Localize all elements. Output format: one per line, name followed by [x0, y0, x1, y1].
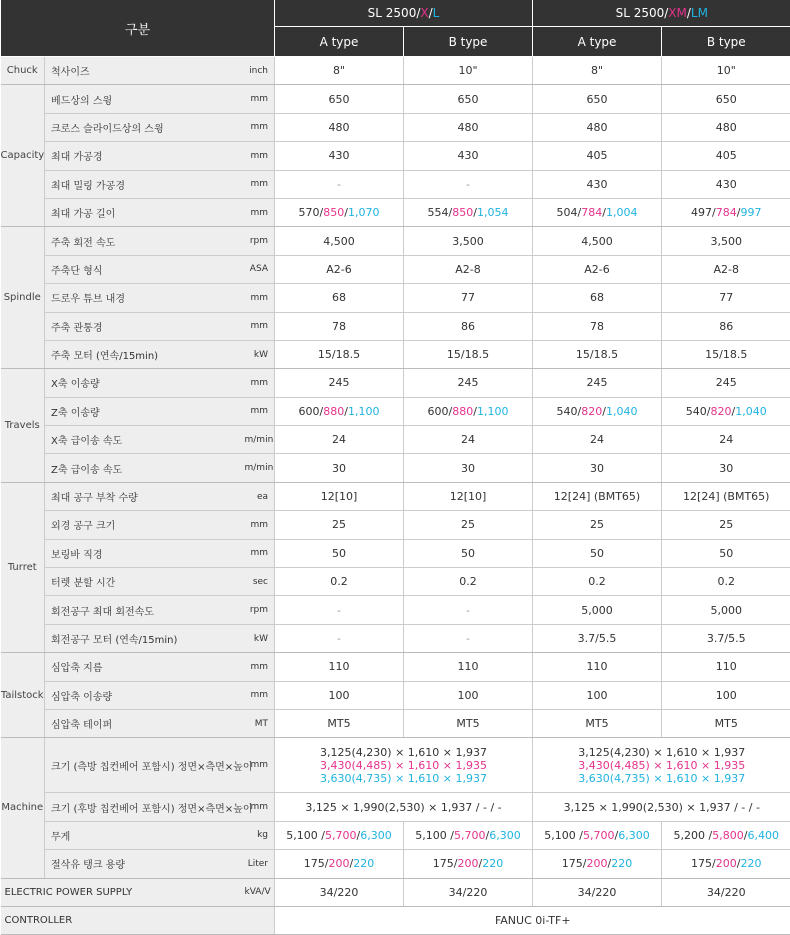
table-row	[1, 369, 790, 397]
spec-value: 3,500	[662, 227, 790, 255]
spec-value: A2-6	[533, 255, 662, 283]
table-row	[1, 624, 790, 652]
spec-value: MT5	[404, 709, 533, 737]
spec-value: 78	[275, 312, 404, 340]
table-row	[1, 397, 790, 425]
category-controller: CONTROLLER	[1, 906, 275, 934]
spec-value: 650	[662, 85, 790, 113]
spec-value: 430	[275, 142, 404, 170]
spec-name: 보링바 직경	[45, 539, 245, 567]
spec-value: 5,000	[662, 596, 790, 624]
category-chuck: Chuck	[1, 57, 45, 85]
spec-unit: inch	[245, 57, 275, 85]
spec-unit: mm	[245, 170, 275, 198]
spec-value: 3.7/5.5	[533, 624, 662, 652]
spec-value: 24	[275, 426, 404, 454]
spec-value: 30	[275, 454, 404, 482]
spec-name: 크기 (후방 칩컨베어 포함시) 정면×측면×높이	[45, 793, 245, 821]
spec-unit: m/min	[245, 426, 275, 454]
spec-name: 주축 관통경	[45, 312, 245, 340]
spec-unit: rpm	[245, 227, 275, 255]
spec-value: 12[24] (BMT65)	[533, 482, 662, 510]
spec-value: 30	[662, 454, 790, 482]
spec-value: 34/220	[662, 878, 790, 906]
spec-value: 110	[533, 653, 662, 681]
table-row	[1, 426, 790, 454]
header-type: A type	[533, 27, 662, 57]
spec-value: 600/880/1,100	[275, 397, 404, 425]
category-capacity: Capacity	[1, 85, 45, 227]
spec-value: 0.2	[533, 568, 662, 596]
spec-value: 86	[404, 312, 533, 340]
spec-unit: mm	[245, 511, 275, 539]
spec-name: 최대 가공 길이	[45, 198, 245, 226]
spec-value: 0.2	[662, 568, 790, 596]
spec-value: 480	[533, 113, 662, 141]
spec-value: 24	[533, 426, 662, 454]
spec-value: -	[275, 596, 404, 624]
spec-name: 주축 회전 속도	[45, 227, 245, 255]
spec-value: 650	[404, 85, 533, 113]
spec-value: 245	[662, 369, 790, 397]
spec-unit: kW	[245, 340, 275, 368]
spec-name: 심압축 테이퍼	[45, 709, 245, 737]
spec-value: 8"	[533, 57, 662, 85]
spec-name: 최대 밀링 가공경	[45, 170, 245, 198]
spec-value: -	[404, 170, 533, 198]
table-row	[1, 709, 790, 737]
spec-value: 540/820/1,040	[533, 397, 662, 425]
spec-unit: sec	[245, 568, 275, 596]
spec-value: 10"	[404, 57, 533, 85]
spec-value: 480	[404, 113, 533, 141]
header-type: B type	[404, 27, 533, 57]
spec-value: 10"	[662, 57, 790, 85]
category-machine: Machine	[1, 738, 45, 878]
spec-unit: ea	[245, 482, 275, 510]
spec-value: 30	[404, 454, 533, 482]
spec-value: 430	[662, 170, 790, 198]
spec-value: 24	[662, 426, 790, 454]
spec-value: 600/880/1,100	[404, 397, 533, 425]
spec-unit: kg	[245, 821, 275, 849]
table-row	[1, 170, 790, 198]
spec-unit: mm	[245, 198, 275, 226]
spec-value: 405	[662, 142, 790, 170]
spec-name: 크로스 슬라이드상의 스윙	[45, 113, 245, 141]
spec-unit: Liter	[245, 850, 275, 878]
spec-value: 100	[533, 681, 662, 709]
spec-value: MT5	[275, 709, 404, 737]
spec-value: 430	[404, 142, 533, 170]
spec-value: 5,100 /5,700/6,300	[533, 821, 662, 849]
spec-name: 최대 공구 부착 수량	[45, 482, 245, 510]
spec-name: 무게	[45, 821, 245, 849]
table-row	[1, 653, 790, 681]
spec-value: 24	[404, 426, 533, 454]
spec-value: 86	[662, 312, 790, 340]
spec-value: 34/220	[533, 878, 662, 906]
spec-value: A2-8	[662, 255, 790, 283]
spec-value: 245	[404, 369, 533, 397]
spec-name: 드로우 튜브 내경	[45, 284, 245, 312]
spec-value: 50	[662, 539, 790, 567]
spec-value: 3,125 × 1,990(2,530) × 1,937 / - / -	[275, 793, 533, 821]
spec-name: X축 급이송 속도	[45, 426, 245, 454]
spec-value: 3.7/5.5	[662, 624, 790, 652]
spec-value: 0.2	[404, 568, 533, 596]
table-row	[1, 850, 790, 878]
spec-value: 15/18.5	[533, 340, 662, 368]
spec-value: 100	[275, 681, 404, 709]
table-row	[1, 821, 790, 849]
spec-value: 3,125(4,230) × 1,610 × 1,937 3,430(4,485) × 1,610 × 1,935 3,630(4,735) × 1,610 × 1,937	[275, 738, 533, 793]
spec-unit: mm	[245, 653, 275, 681]
spec-value: 570/850/1,070	[275, 198, 404, 226]
spec-value: 480	[662, 113, 790, 141]
spec-unit: mm	[245, 113, 275, 141]
table-row	[1, 85, 790, 113]
spec-value: FANUC 0i-TF+	[275, 906, 790, 934]
spec-unit: rpm	[245, 596, 275, 624]
spec-value: -	[275, 624, 404, 652]
header-gubun: 구분	[1, 0, 275, 57]
spec-value: 8"	[275, 57, 404, 85]
spec-unit: ASA	[245, 255, 275, 283]
spec-value: 12[10]	[404, 482, 533, 510]
spec-value: 554/850/1,054	[404, 198, 533, 226]
spec-name: 주축단 형식	[45, 255, 245, 283]
spec-value: 245	[275, 369, 404, 397]
spec-name: Z축 이송량	[45, 397, 245, 425]
table-row	[1, 113, 790, 141]
table-row	[1, 511, 790, 539]
spec-value: A2-8	[404, 255, 533, 283]
spec-value: 50	[533, 539, 662, 567]
table-row	[1, 312, 790, 340]
spec-name: 심압축 지름	[45, 653, 245, 681]
table-row	[1, 482, 790, 510]
header-type: B type	[662, 27, 790, 57]
category-travels: Travels	[1, 369, 45, 483]
spec-value: 650	[533, 85, 662, 113]
spec-value: 3,125 × 1,990(2,530) × 1,937 / - / -	[533, 793, 790, 821]
table-row	[1, 539, 790, 567]
header-type: A type	[275, 27, 404, 57]
spec-value: 15/18.5	[404, 340, 533, 368]
spec-value: 12[24] (BMT65)	[662, 482, 790, 510]
header-model-1: SL 2500/X/L	[275, 0, 533, 27]
spec-unit: mm	[245, 142, 275, 170]
table-row	[1, 454, 790, 482]
spec-name: 척사이즈	[45, 57, 245, 85]
spec-value: 497/784/997	[662, 198, 790, 226]
spec-unit: MT	[245, 709, 275, 737]
spec-value: 12[10]	[275, 482, 404, 510]
spec-value: -	[404, 624, 533, 652]
spec-value: 3,500	[404, 227, 533, 255]
spec-value: 5,100 /5,700/6,300	[404, 821, 533, 849]
spec-unit: mm	[245, 85, 275, 113]
table-row	[1, 793, 790, 821]
category-tailstock: Tailstock	[1, 653, 45, 738]
header-model-2: SL 2500/XM/LM	[533, 0, 790, 27]
spec-unit: mm	[245, 738, 275, 793]
spec-name: 터렛 분할 시간	[45, 568, 245, 596]
spec-value: 100	[404, 681, 533, 709]
spec-value: 5,200 /5,800/6,400	[662, 821, 790, 849]
spec-name: 외경 공구 크기	[45, 511, 245, 539]
table-row	[1, 340, 790, 368]
spec-value: 68	[533, 284, 662, 312]
spec-value: 110	[662, 653, 790, 681]
category-spindle: Spindle	[1, 227, 45, 369]
table-row	[1, 568, 790, 596]
spec-value: 175/200/220	[662, 850, 790, 878]
spec-value: 480	[275, 113, 404, 141]
table-row	[1, 198, 790, 226]
spec-value: 175/200/220	[404, 850, 533, 878]
table-row	[1, 878, 790, 906]
spec-value: 68	[275, 284, 404, 312]
spec-value: 4,500	[533, 227, 662, 255]
spec-value: 650	[275, 85, 404, 113]
spec-value: 504/784/1,004	[533, 198, 662, 226]
spec-value: A2-6	[275, 255, 404, 283]
spec-value: 540/820/1,040	[662, 397, 790, 425]
spec-unit: mm	[245, 681, 275, 709]
table-row	[1, 681, 790, 709]
spec-value: 34/220	[404, 878, 533, 906]
spec-value: 110	[275, 653, 404, 681]
spec-value: -	[404, 596, 533, 624]
spec-value: 3,125(4,230) × 1,610 × 1,937 3,430(4,485) × 1,610 × 1,935 3,630(4,735) × 1,610 × 1,937	[533, 738, 790, 793]
table-row	[1, 255, 790, 283]
spec-value: 175/200/220	[533, 850, 662, 878]
table-row	[1, 738, 790, 793]
spec-value: 5,000	[533, 596, 662, 624]
spec-name: 회전공구 모터 (연속/15min)	[45, 624, 245, 652]
spec-name: X축 이송량	[45, 369, 245, 397]
spec-value: 25	[533, 511, 662, 539]
spec-unit: mm	[245, 793, 275, 821]
spec-name: 절삭유 탱크 용량	[45, 850, 245, 878]
table-row	[1, 142, 790, 170]
category-turret: Turret	[1, 482, 45, 652]
spec-unit: mm	[245, 369, 275, 397]
spec-name: 최대 가공경	[45, 142, 245, 170]
spec-value: 30	[533, 454, 662, 482]
spec-value: 175/200/220	[275, 850, 404, 878]
spec-unit: kVA/V	[245, 878, 275, 906]
spec-value: 4,500	[275, 227, 404, 255]
spec-name: 심압축 이송량	[45, 681, 245, 709]
spec-unit: mm	[245, 397, 275, 425]
spec-value: 50	[275, 539, 404, 567]
spec-unit: mm	[245, 312, 275, 340]
table-row	[1, 57, 790, 85]
spec-value: 405	[533, 142, 662, 170]
spec-name: 베드상의 스윙	[45, 85, 245, 113]
spec-value: 110	[404, 653, 533, 681]
spec-value: 15/18.5	[275, 340, 404, 368]
spec-name: 주축 모터 (연속/15min)	[45, 340, 245, 368]
spec-name: 크기 (측방 칩컨베어 포함시) 정면×측면×높이	[45, 738, 245, 793]
spec-value: MT5	[662, 709, 790, 737]
spec-unit: kW	[245, 624, 275, 652]
spec-value: 0.2	[275, 568, 404, 596]
spec-value: 77	[404, 284, 533, 312]
spec-value: 5,100 /5,700/6,300	[275, 821, 404, 849]
spec-name: Z축 급이송 속도	[45, 454, 245, 482]
spec-value: 25	[404, 511, 533, 539]
spec-unit: mm	[245, 539, 275, 567]
spec-value: 34/220	[275, 878, 404, 906]
spec-value: MT5	[533, 709, 662, 737]
spec-value: 430	[533, 170, 662, 198]
spec-value: -	[275, 170, 404, 198]
category-power: ELECTRIC POWER SUPPLY	[1, 878, 245, 906]
spec-name: 회전공구 최대 회전속도	[45, 596, 245, 624]
spec-value: 15/18.5	[662, 340, 790, 368]
spec-value: 25	[275, 511, 404, 539]
spec-value: 78	[533, 312, 662, 340]
spec-value: 77	[662, 284, 790, 312]
table-row	[1, 284, 790, 312]
spec-value: 50	[404, 539, 533, 567]
spec-unit: m/min	[245, 454, 275, 482]
table-row	[1, 227, 790, 255]
table-row	[1, 596, 790, 624]
spec-value: 245	[533, 369, 662, 397]
spec-value: 25	[662, 511, 790, 539]
spec-unit: mm	[245, 284, 275, 312]
spec-value: 100	[662, 681, 790, 709]
